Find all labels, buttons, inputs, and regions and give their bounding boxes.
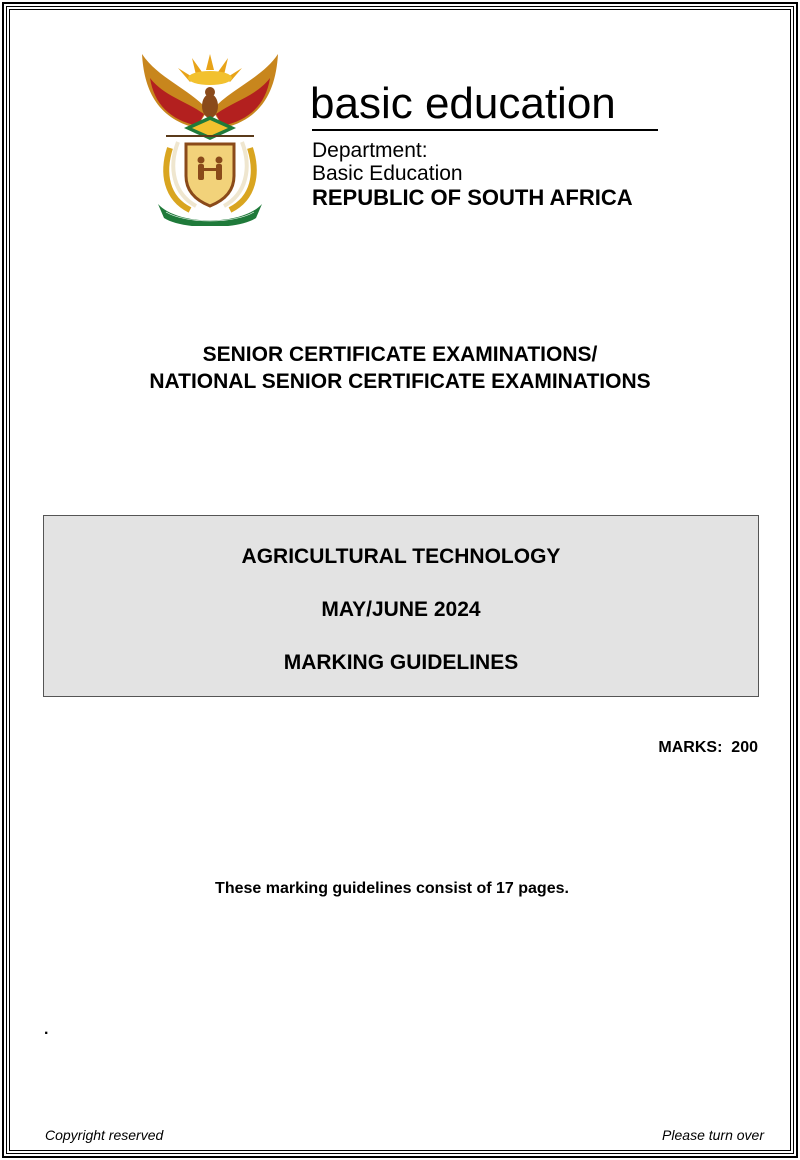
exam-session: MAY/JUNE 2024 [321, 598, 481, 621]
subject-box [43, 515, 759, 697]
department-label: Department: [312, 139, 428, 162]
coat-of-arms-icon [138, 48, 282, 226]
department-name: Basic Education [312, 162, 463, 185]
subject-title: AGRICULTURAL TECHNOLOGY [241, 545, 561, 568]
brand-title: basic education [310, 79, 616, 128]
page-count-note: These marking guidelines consist of 17 pages. [215, 880, 569, 897]
total-marks: MARKS: 200 [658, 739, 758, 756]
exam-title-line-1: SENIOR CERTIFICATE EXAMINATIONS/ [202, 343, 598, 366]
footer-copyright: Copyright reserved [45, 1127, 164, 1143]
exam-title-line-2: NATIONAL SENIOR CERTIFICATE EXAMINATIONS [149, 370, 651, 393]
country-name: REPUBLIC OF SOUTH AFRICA [312, 185, 633, 210]
document-type: MARKING GUIDELINES [283, 651, 519, 674]
footer-turn-over: Please turn over [662, 1127, 764, 1143]
brand-underline [312, 129, 658, 131]
stray-dot: . [44, 1021, 49, 1038]
